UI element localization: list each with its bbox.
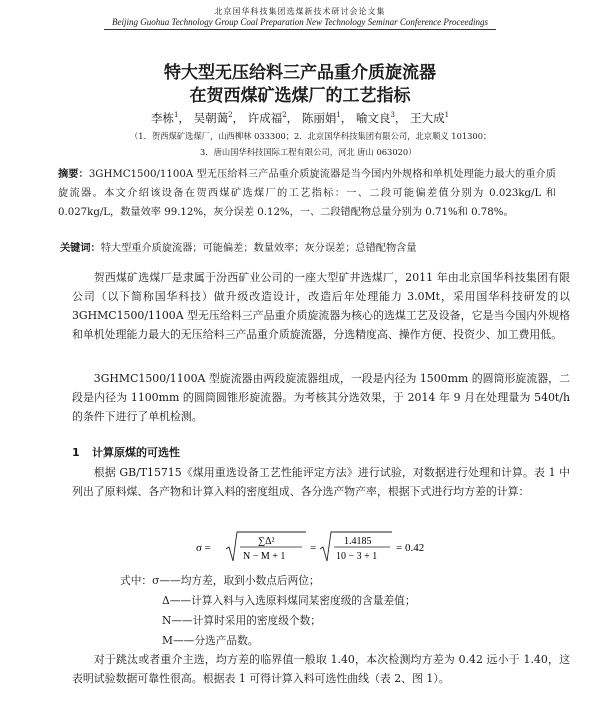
abstract-label: 摘要： <box>58 169 89 180</box>
definition-line: 式中：σ——均方差，取到小数点后两位； <box>120 574 320 587</box>
running-header <box>40 6 560 28</box>
formula-numerator-1: ∑Δ² <box>258 536 275 547</box>
author-list: 李栋$^1$， 吴朝蔼$^2$， 许成福$^2$， 陈丽娟$^1$， 喻文良$^3$， 王大成$^1$ <box>150 111 450 125</box>
section-heading <box>72 444 180 460</box>
abstract <box>58 165 556 222</box>
author: 喻文良$^3$ <box>355 111 395 125</box>
affiliation-line-1: （1．贺西煤矿选煤厂，山西柳林 033300；2．北京国华科技集团有限公司，北京顺义 101300； <box>130 131 492 141</box>
formula-definitions <box>120 571 570 651</box>
section-title: 计算原煤的可选性 <box>92 446 180 459</box>
body-paragraph-2: 3GHMC1500/1100A 型旋流器由两段旋流器组成，一段是内径为 1500mm 的圆筒形旋流器，二段是内径为 1100mm 的圆筒圆锥形旋流器。为考核其分选效果，于 2014 年 9 月在处理量为 540t/h 的条件下进行了单机检测。 <box>72 372 570 423</box>
author: 王大成$^1$ <box>410 111 450 125</box>
affiliation-line-2: 3．唐山国华科技国际工程有限公司，河北 唐山 063020） <box>200 147 417 157</box>
header-english: Beijing Guohua Technology Group Coal Preparation New Technology Seminar Conference Proceedings <box>112 17 488 27</box>
definition-line: Δ——计算入料与入选原料煤同某密度级的含量差值； <box>162 594 416 607</box>
formula-lhs: σ = <box>196 542 211 554</box>
keywords-text: 特大型重介质旋流器；可能偏差；数量效率；灰分误差；总错配物含量 <box>100 243 417 254</box>
author: 李栋$^1$ <box>150 111 179 125</box>
formula-denominator-2: 10 − 3 + 1 <box>336 551 378 562</box>
formula-denominator-1: N − M + 1 <box>243 551 286 562</box>
std-dev-formula <box>196 527 436 567</box>
svg-text:=: = <box>310 542 317 554</box>
definition-line: M——分选产品数。 <box>162 634 259 647</box>
header-rule <box>104 29 496 30</box>
body-paragraph-4: 对于跳汰或者重介主选，均方差的临界值一般取 1.40，本次检测均方差为 0.42 远小于 1.40，这表明试验数据可靠性很高。根据表 1 可得计算入料可选性曲线（表 2、图 1）。 <box>72 653 570 685</box>
header-chinese: 北京国华科技集团选煤新技术研讨会论文集 <box>214 7 386 16</box>
definition-line: N——计算时采用的密度级个数； <box>162 614 321 627</box>
keywords <box>60 239 560 254</box>
author: 吴朝蔼$^2$ <box>193 111 233 125</box>
body-paragraph-3: 根据 GB/T15715《煤用重选设备工艺性能评定方法》进行试验，对数据进行处理和计算。表 1 中列出了原料煤、各产物和计算入料的密度组成、各分选产物产率，根据下式进行均方差的计算： <box>72 466 570 498</box>
body-paragraph-1: 贺西煤矿选煤厂是隶属于汾西矿业公司的一座大型矿井选煤厂，2011 年由北京国华科技集团有限公司（以下简称国华科技）做升级改造设计，改造后年处理能力 3.0Mt，采用国华科技研发的以 3GHMC1500/1100A 型无压给料三产品重介质旋流器为核心的选煤工艺及设备，它是当今国内外规格和单机处理能力最大的无压给料三产品重介质旋流器，分选精度高、操作方便、投资少、加工费用低。 <box>72 271 570 341</box>
keywords-label: 关键词： <box>60 243 101 254</box>
paper-title-line-1: 特大型无压给料三产品重介质旋流器 <box>164 63 436 83</box>
paper-title-line-2: 在贺西煤矿选煤厂的工艺指标 <box>189 86 411 106</box>
formula-result: = 0.42 <box>396 542 425 554</box>
author: 陈丽娟$^1$ <box>301 111 341 125</box>
abstract-text: 3GHMC1500/1100A 型无压给料三产品重介质旋流器是当今国内外规格和单机处理能力最大的重介质旋流器。本文介绍该设备在贺西煤矿选煤厂的工艺指标：一、二段可能偏差值分别为 0.023kg/L 和 0.027kg/L，数量效率 99.12%，灰分误差 0.12%，一、二段错配物总量分别为 0.71%和 0.78%。 <box>58 169 557 218</box>
section-number: 1 <box>72 446 80 459</box>
formula-numerator-2: 1.4185 <box>344 536 372 547</box>
author: 许成福$^2$ <box>247 111 287 125</box>
